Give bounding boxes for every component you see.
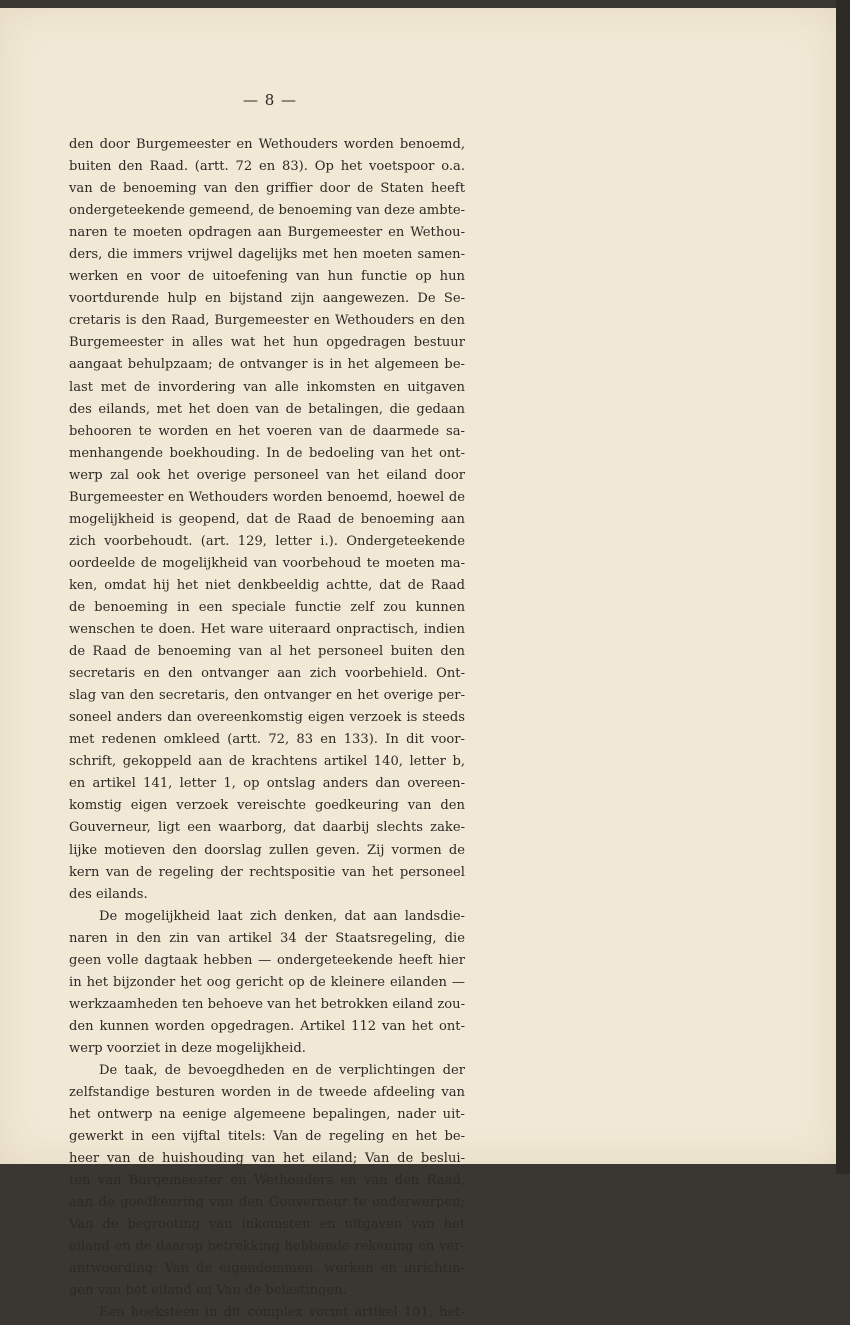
text-line: kern van de regeling der rechtspositie van het personeel	[69, 864, 465, 880]
text-line: aan de goedkeuring van den Gouverneur te onderwerpen;	[69, 1195, 465, 1211]
text-line: slag van den secretaris, den ontvanger en het overige per-	[69, 688, 465, 704]
text-line: zich voorbehoudt. (art. 129, letter i.). Ondergeteekende	[69, 533, 465, 549]
text-line: naren te moeten opdragen aan Burgemeester en Wethou-	[69, 225, 465, 241]
text-line: soneel anders dan overeenkomstig eigen verzoek is steeds	[69, 710, 465, 726]
text-line: werp zal ook het overige personeel van het eiland door	[69, 467, 465, 483]
text-line: van de benoeming van den griffier door de Staten heeft	[69, 181, 465, 197]
text-line: voortdurende hulp en bijstand zijn aangewezen. De Se-	[69, 291, 465, 307]
text-line: werp voorziet in deze mogelijkheid.	[69, 1040, 306, 1056]
text-line: De taak, de bevoegdheden en de verplichtingen der	[99, 1062, 465, 1078]
text-line: gewerkt in een vijftal titels: Van de regeling en het be-	[69, 1129, 465, 1145]
text-line: gen van het eiland en Van de belastingen.	[69, 1283, 347, 1299]
text-line: behooren te worden en het voeren van de daarmede sa-	[69, 423, 465, 439]
text-line: Van de begrooting van inkomsten en uitgaven van het	[69, 1217, 465, 1233]
text-line: zelfstandige besturen worden in de tweede afdeeling van	[69, 1085, 465, 1101]
text-line: werken en voor de uitoefening van hun functie op hun	[69, 269, 465, 285]
text-line: aangaat behulpzaam; de ontvanger is in het algemeen be-	[69, 357, 465, 373]
text-line: heer van de huishouding van het eiland; Van de beslui-	[69, 1151, 465, 1167]
text-line: mogelijkheid is geopend, dat de Raad de benoeming aan	[69, 511, 465, 527]
page-number: — 8 —	[242, 91, 298, 109]
text-line: menhangende boekhouding. In de bedoeling van het ont-	[69, 445, 465, 461]
body-text	[69, 134, 465, 1325]
text-line: ders, die immers vrijwel dagelijks met hen moeten samen-	[69, 247, 465, 263]
text-line: oordeelde de mogelijkheid van voorbehoud te moeten ma-	[69, 555, 465, 571]
text-line: naren in den zin van artikel 34 der Staatsregeling, die	[69, 930, 465, 946]
text-line: last met de invordering van alle inkomsten en uitgaven	[69, 379, 465, 395]
text-line: den kunnen worden opgedragen. Artikel 112 van het ont-	[69, 1018, 465, 1034]
text-line: buiten den Raad. (artt. 72 en 83). Op het voetspoor o.a.	[69, 159, 465, 175]
text-line: wenschen te doen. Het ware uiteraard onpractisch, indien	[69, 622, 465, 638]
text-line: de Raad de benoeming van al het personeel buiten den	[69, 644, 465, 660]
text-line: eiland en de daarop betrekking hebbende rekening en ver-	[69, 1239, 465, 1255]
text-line: des eilands, met het doen van de betalingen, die gedaan	[69, 401, 465, 417]
text-line: den door Burgemeester en Wethouders worden benoemd,	[69, 137, 465, 152]
text-line: werkzaamheden ten behoeve van het betrokken eiland zou-	[69, 996, 465, 1012]
text-line: met redenen omkleed (artt. 72, 83 en 133). In dit voor-	[69, 732, 465, 748]
text-line: antwoording; Van de eigendommen, werken en inrichtin-	[69, 1261, 465, 1277]
scan-edge	[836, 0, 850, 1174]
text-line: secretaris en den ontvanger aan zich voorbehield. Ont-	[69, 666, 465, 682]
text-line: des eilands.	[69, 886, 148, 902]
text-line: komstig eigen verzoek vereischte goedkeuring van den	[69, 798, 465, 814]
text-line: Burgemeester in alles wat het hun opgedragen bestuur	[69, 335, 465, 351]
text-line: ten van Burgemeester en Wethouders en van den Raad,	[69, 1173, 465, 1189]
text-line: geen volle dagtaak hebben — ondergeteekende heeft hier	[69, 952, 465, 968]
text-line: de benoeming in een speciale functie zelf zou kunnen	[69, 599, 465, 615]
text-line: Gouverneur, ligt een waarborg, dat daarbij slechts zake-	[69, 820, 465, 836]
text-line: ondergeteekende gemeend, de benoeming van deze ambte-	[69, 203, 466, 219]
text-line: in het bijzonder het oog gericht op de kleinere eilanden —	[69, 974, 465, 990]
document-page	[0, 8, 836, 1321]
text-line: Burgemeester en Wethouders worden benoemd, hoewel de	[69, 489, 465, 505]
text-line: Een hoeksteen in dit complex vormt artikel 101, het-	[99, 1305, 465, 1321]
text-line: en artikel 141, letter 1, op ontslag anders dan overeen-	[69, 776, 465, 792]
text-line: ken, omdat hij het niet denkbeeldig achtte, dat de Raad	[69, 577, 465, 593]
text-line: cretaris is den Raad, Burgemeester en Wethouders en den	[69, 313, 465, 329]
text-line: lijke motieven den doorslag zullen geven. Zij vormen de	[69, 842, 465, 858]
text-line: het ontwerp na eenige algemeene bepalingen, nader uit-	[69, 1107, 465, 1123]
text-line: schrift, gekoppeld aan de krachtens artikel 140, letter b,	[69, 754, 465, 770]
text-line: De mogelijkheid laat zich denken, dat aan landsdie-	[99, 908, 465, 924]
